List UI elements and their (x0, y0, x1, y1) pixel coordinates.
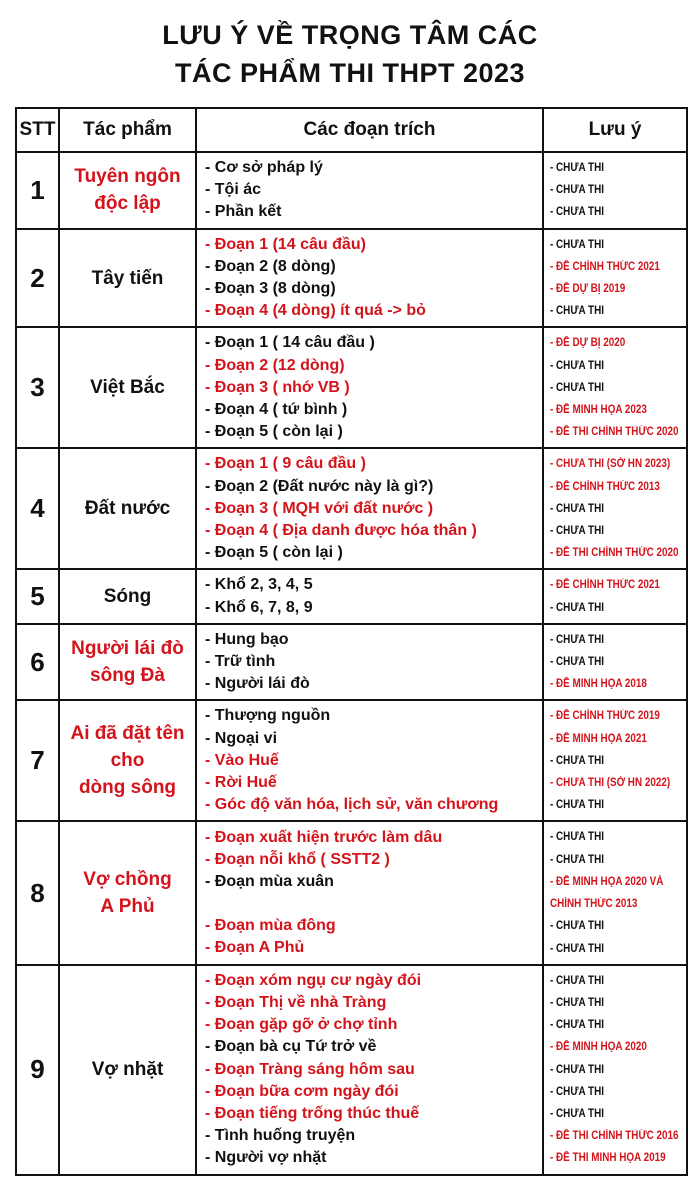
work-title-line: Sóng (103, 586, 152, 608)
note-item: - CHƯA THI (550, 920, 604, 933)
table-row (16, 229, 687, 328)
row-number: 7 (16, 700, 59, 821)
note-item: - ĐỀ THI MINH HỌA 2019 (550, 1152, 666, 1165)
note-item: - ĐỀ MINH HỌA 2023 (550, 404, 647, 417)
header-work: Tác phẩm (59, 108, 196, 152)
excerpt-item: - Người lái đò (205, 675, 310, 693)
excerpt-item: - Đoạn 1 ( 14 câu đầu ) (205, 334, 375, 352)
note-item: - ĐỀ THI CHÍNH THỨC 2016 (550, 1130, 679, 1143)
row-number: 8 (16, 821, 59, 964)
excerpt-item: - Đoạn 1 (14 câu đầu) (205, 235, 366, 253)
excerpt-item: - Đoạn 3 ( nhớ VB ) (205, 378, 350, 396)
note-item: - ĐỀ MINH HỌA 2021 (550, 732, 647, 745)
note-item: - ĐỀ MINH HỌA 2018 (550, 678, 647, 691)
note-item: - CHƯA THI (SỞ HN 2023) (550, 458, 671, 471)
excerpt-item: - Đoạn 2 (12 dòng) (205, 356, 345, 374)
note-item: - ĐỀ DỰ BỊ 2020 (550, 337, 626, 350)
table-row (16, 700, 687, 821)
note-item: - CHƯA THI (550, 525, 604, 538)
excerpt-item: - Đoạn nỗi khổ ( SSTT2 ) (205, 850, 390, 868)
note-item: - ĐỀ CHÍNH THỨC 2013 (550, 480, 660, 493)
row-number: 1 (16, 152, 59, 229)
note-item: - ĐỀ MINH HỌA 2020 VÀ (550, 875, 664, 888)
note-list (543, 965, 687, 1175)
excerpt-list (196, 229, 543, 328)
note-item: - ĐỀ CHÍNH THỨC 2021 (550, 579, 660, 592)
work-title (59, 569, 196, 623)
excerpt-item: - Thượng nguồn (205, 707, 331, 725)
excerpt-item (205, 893, 542, 915)
work-title-line: Đất nước (84, 498, 171, 520)
note-list (543, 229, 687, 328)
note-item: - ĐỀ THI CHÍNH THỨC 2020 (550, 547, 679, 560)
header-notes: Lưu ý (543, 108, 687, 152)
note-item: - CHƯA THI (550, 754, 604, 767)
excerpt-item: - Khổ 2, 3, 4, 5 (205, 576, 313, 594)
work-title (59, 700, 196, 821)
work-title-line: Người lái đò (71, 638, 184, 660)
work-title (59, 821, 196, 964)
excerpt-item: - Rời Huế (205, 774, 277, 792)
excerpt-item: - Đoạn 4 ( tứ bình ) (205, 401, 348, 419)
work-title-line: sông Đà (90, 665, 165, 687)
excerpt-item: - Vào Huế (205, 751, 279, 769)
excerpt-list (196, 152, 543, 229)
work-title (59, 965, 196, 1175)
table-row (16, 448, 687, 569)
note-item: - CHƯA THI (550, 799, 604, 812)
excerpt-list (196, 821, 543, 964)
excerpt-list (196, 700, 543, 821)
row-number: 5 (16, 569, 59, 623)
excerpt-item: - Đoạn 4 ( Địa danh được hóa thân ) (205, 522, 477, 540)
note-item: - CHƯA THI (550, 359, 604, 372)
work-title (59, 152, 196, 229)
note-item: CHÍNH THỨC 2013 (550, 898, 638, 911)
work-title-line: độc lập (94, 193, 161, 215)
note-item: - CHƯA THI (550, 656, 604, 669)
table-row (16, 624, 687, 701)
excerpt-list (196, 624, 543, 701)
excerpt-item: - Góc độ văn hóa, lịch sử, văn chương (205, 796, 499, 814)
title-line-2: TÁC PHẨM THI THPT 2023 (174, 58, 526, 88)
work-title (59, 624, 196, 701)
excerpt-item: - Người vợ nhặt (205, 1149, 327, 1167)
note-item: - CHƯA THI (550, 1063, 604, 1076)
excerpt-item: - Trữ tình (205, 653, 276, 671)
work-title (59, 327, 196, 448)
work-title-line: A Phủ (100, 896, 155, 918)
note-item: - CHƯA THI (550, 502, 604, 515)
excerpt-item: - Đoạn A Phủ (205, 939, 305, 957)
excerpt-item: - Đoạn 1 ( 9 câu đầu ) (205, 455, 366, 473)
note-item: - ĐỀ CHÍNH THỨC 2019 (550, 710, 660, 723)
work-title-line: Ai đã đặt tên (70, 723, 185, 745)
work-title (59, 448, 196, 569)
note-item: - CHƯA THI (550, 162, 604, 174)
note-item: - CHƯA THI (550, 633, 604, 646)
excerpt-item: - Phần kết (205, 203, 282, 221)
excerpt-item: - Đoạn 5 ( còn lại ) (205, 544, 343, 562)
note-item: - CHƯA THI (550, 305, 604, 318)
excerpt-item: - Đoạn 2 (Đất nước này là gì?) (205, 477, 434, 495)
excerpt-item: - Đoạn gặp gỡ ở chợ tỉnh (205, 1016, 398, 1034)
work-title-line: Tây tiến (91, 267, 164, 289)
note-item: - CHƯA THI (550, 206, 604, 219)
excerpt-item: - Đoạn 2 (8 dòng) (205, 257, 336, 275)
table-body (16, 152, 687, 1175)
excerpt-item: - Tội ác (205, 181, 262, 199)
note-item: - CHƯA THI (550, 238, 604, 251)
exam-focus-table (15, 107, 688, 1176)
excerpt-item: - Đoạn xuất hiện trước làm dâu (205, 828, 443, 846)
excerpt-list (196, 448, 543, 569)
note-item: - CHƯA THI (550, 996, 604, 1009)
excerpt-item: - Khổ 6, 7, 8, 9 (205, 598, 313, 616)
excerpt-item: - Đoạn 3 (8 dòng) (205, 280, 336, 298)
work-title-line: cho (110, 750, 145, 772)
work-title-line: Tuyên ngôn (74, 166, 181, 188)
excerpt-item: - Đoạn bữa cơm ngày đói (205, 1082, 399, 1100)
note-item: - CHƯA THI (550, 184, 604, 197)
table-row (16, 821, 687, 964)
note-list (543, 700, 687, 821)
excerpt-item: - Ngoại vi (205, 729, 278, 747)
note-list (543, 821, 687, 964)
note-item: - CHƯA THI (550, 601, 604, 614)
note-item: - CHƯA THI (550, 1085, 604, 1098)
note-item: - CHƯA THI (550, 1019, 604, 1032)
note-item: - CHƯA THI (550, 942, 604, 955)
work-title (59, 229, 196, 328)
work-title-line: Vợ chồng (83, 869, 172, 891)
table-row (16, 965, 687, 1175)
excerpt-item: - Cơ sở pháp lý (205, 159, 323, 176)
note-item: - ĐỀ MINH HỌA 2020 (550, 1041, 647, 1054)
excerpt-item: - Đoạn Tràng sáng hôm sau (205, 1060, 415, 1078)
row-number: 4 (16, 448, 59, 569)
header-stt: STT (16, 108, 59, 152)
work-title-line: Việt Bắc (90, 377, 165, 399)
excerpt-item: - Đoạn xóm ngụ cư ngày đói (205, 971, 422, 989)
title-line-1: LƯU Ý VỀ TRỌNG TÂM CÁC (162, 20, 538, 50)
work-title-line: dòng sông (78, 777, 177, 799)
excerpt-item: - Đoạn mùa đông (205, 917, 336, 935)
table-row (16, 152, 687, 229)
excerpt-item: - Đoạn 4 (4 dòng) ít quá -> bỏ (205, 302, 426, 320)
header-excerpts: Các đoạn trích (196, 108, 543, 152)
excerpt-item: - Đoạn tiếng trống thúc thuế (205, 1104, 420, 1122)
excerpt-item: - Đoạn 5 ( còn lại ) (205, 423, 343, 441)
table-row (16, 327, 687, 448)
table-header-row (16, 108, 687, 152)
note-item: - ĐỀ DỰ BỊ 2019 (550, 283, 626, 296)
excerpt-item: - Tình huống truyện (205, 1127, 356, 1145)
note-list (543, 569, 687, 623)
note-item: - CHƯA THI (SỞ HN 2022) (550, 777, 671, 790)
note-item: - CHƯA THI (550, 974, 604, 987)
work-title-line: Vợ nhặt (91, 1059, 164, 1081)
note-item: - CHƯA THI (550, 1107, 604, 1120)
row-number: 6 (16, 624, 59, 701)
excerpt-list (196, 965, 543, 1175)
note-item: - ĐỀ THI CHÍNH THỨC 2020 (550, 426, 679, 439)
note-list (543, 152, 687, 229)
row-number: 3 (16, 327, 59, 448)
excerpt-list (196, 327, 543, 448)
note-item: - CHƯA THI (550, 853, 604, 866)
note-item: - CHƯA THI (550, 381, 604, 394)
excerpt-item: - Đoạn mùa xuân (205, 872, 334, 890)
excerpt-item: - Hung bạo (205, 630, 289, 648)
excerpt-item: - Đoạn Thị về nhà Tràng (205, 993, 387, 1011)
note-list (543, 327, 687, 448)
note-item: - ĐỀ CHÍNH THỨC 2021 (550, 260, 660, 273)
note-item: - CHƯA THI (550, 831, 604, 844)
excerpt-item: - Đoạn 3 ( MQH với đất nước ) (205, 499, 434, 517)
excerpt-item: - Đoạn bà cụ Tứ trở về (205, 1038, 377, 1056)
row-number: 9 (16, 965, 59, 1175)
table-row (16, 569, 687, 623)
row-number: 2 (16, 229, 59, 328)
note-list (543, 624, 687, 701)
excerpt-list (196, 569, 543, 623)
page-title (0, 16, 700, 92)
note-list (543, 448, 687, 569)
